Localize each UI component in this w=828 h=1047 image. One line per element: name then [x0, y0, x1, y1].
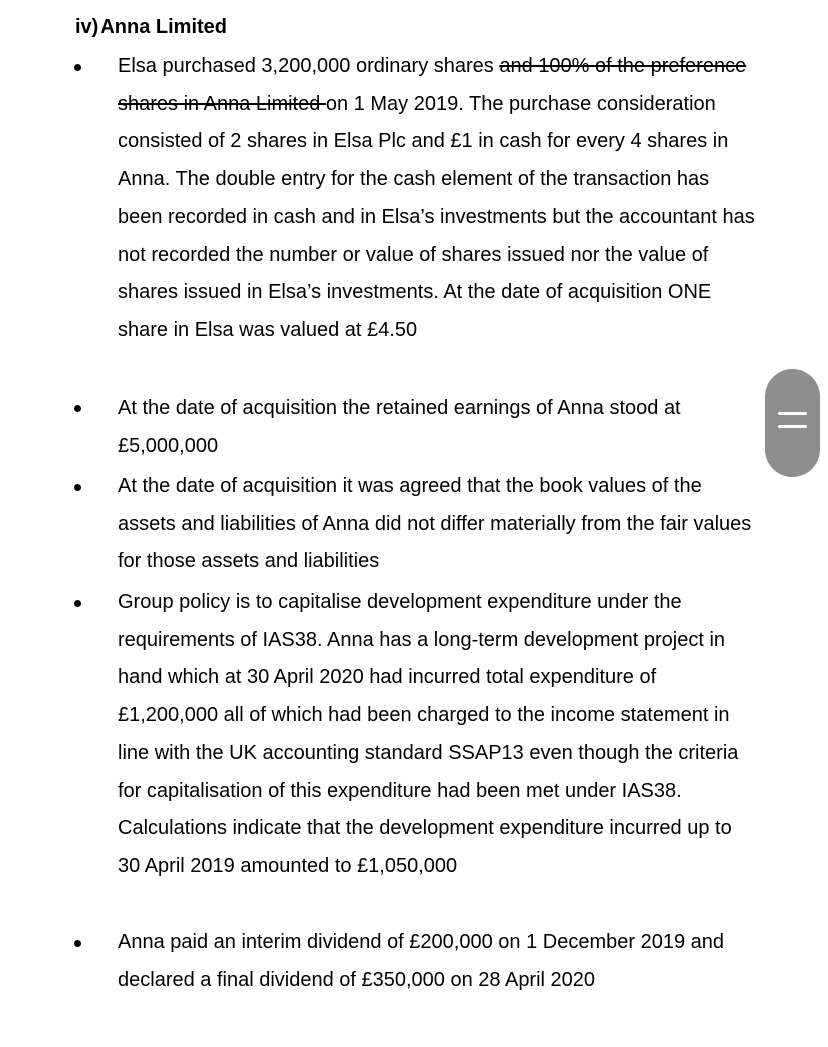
grip-line-icon [778, 425, 807, 428]
list-item-text: At the date of acquisition the retained earnings of Anna stood at £5,000,000 [118, 397, 681, 457]
item-text-start: Elsa purchased 3,200,000 ordinary shares [118, 55, 500, 77]
item-text-rest: on 1 May 2019. The purchase consideration consisted of 2 shares in Elsa Plc and £1 in cash for every 4 shares in Anna. The double entry for the cash element of the transaction has been recorded in cash and in Elsa’s investments but the accountant has not recorded the number or value of shares issued nor the value of shares issued in Elsa’s investments. At the date of acquisition ONE share in Elsa was valued at £4.50 [118, 92, 755, 341]
bullet-icon [74, 600, 81, 607]
list-item-text: Anna paid an interim dividend of £200,000 on 1 December 2019 and declared a final dividend of £350,000 on 28 April 2020 [118, 931, 724, 991]
section-heading [75, 14, 227, 40]
bullet-icon [74, 940, 81, 947]
section-number: iv) [75, 16, 99, 38]
bullet-icon [74, 64, 81, 71]
grip-line-icon [778, 412, 807, 415]
list-item-text: Group policy is to capitalise development expenditure under the requirements of IAS38. Anna has a long-term development project in hand which at 30 April 2020 had incurred total expenditure of £1,200,000 all of which had been charged to the income statement in line with the UK accounting standard SSAP13 even though the criteria for capitalisation of this expenditure had been met under IAS38. Calculations indicate that the development expenditure incurred up to 30 April 2019 amounted to £1,050,000 [118, 591, 739, 877]
section-title: Anna Limited [100, 16, 228, 38]
bullet-icon [74, 484, 81, 491]
scroll-handle[interactable] [765, 369, 820, 477]
bullet-icon [74, 405, 81, 412]
list-item-text [118, 48, 758, 350]
list-item-text: At the date of acquisition it was agreed that the book values of the assets and liabilities of Anna did not differ materially from the fair values for those assets and liabilities [118, 475, 752, 573]
struck-through-text: and 100% of the preference shares in Anna Limited [118, 55, 747, 115]
